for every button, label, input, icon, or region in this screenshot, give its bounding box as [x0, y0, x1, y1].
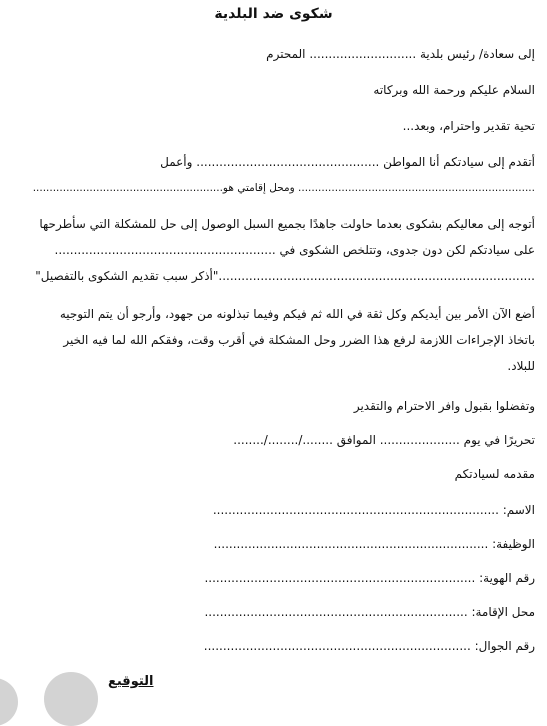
addressee-line: إلى سعادة/ رئيس بلدية ............................ المحترم — [266, 47, 535, 61]
request-text-line: باتخاذ الإجراءات اللازمة لرفع هذا الضرر وحل المشكلة في أقرب وقت، وفقكم الله لما فيه الخير — [63, 333, 535, 347]
complaint-text-line: على سيادتكم لكن دون جدوى، وتتلخص الشكوى في .......................................................... — [54, 243, 535, 257]
closing-line: وتفضلوا بقبول وافر الاحترام والتقدير — [353, 399, 535, 413]
residence-line: ....................................................................... ومحل إقامتي هو......................................................... — [32, 182, 535, 194]
id-number-field: رقم الهوية: ....................................................................... — [204, 571, 535, 585]
job-field: الوظيفة: ........................................................................ — [213, 537, 535, 551]
complaint-text-line: أتوجه إلى معاليكم بشكوى بعدما حاولت جاهدًا بجميع السبل الوصول إلى حل للمشكلة التي سأطرحها — [39, 217, 535, 231]
mobile-number-field: رقم الجوال: ...................................................................... — [203, 639, 535, 653]
signature-label: التوقيع — [108, 674, 154, 689]
document-title: شكوى ضد البلدية — [214, 6, 333, 22]
request-text-line: أضع الآن الأمر بين أيديكم وكل ثقة في الله ثم فيكم وفيما تبذلونه من جهود، وأرجو أن يتم التوجيه — [59, 307, 535, 321]
salutation-line: تحية تقدير واحترام، وبعد... — [402, 119, 535, 133]
decorative-circle — [0, 678, 18, 726]
decorative-circle — [44, 672, 98, 726]
residence-field: محل الإقامة: ..................................................................... — [204, 605, 535, 619]
date-line: تحريرًا في يوم ..................... الموافق ......../......../........ — [233, 433, 535, 447]
submitted-by-line: مقدمه لسيادتكم — [454, 467, 535, 481]
complaint-reason-line: ..................................................................................."أذكر سبب تقديم الشكوى بالتفصيل" — [35, 269, 535, 283]
introduction-line: أتقدم إلى سيادتكم أنا المواطن ................................................ وأعمل — [160, 155, 535, 169]
name-field: الاسم: ........................................................................... — [212, 503, 535, 517]
greeting-line: السلام عليكم ورحمة الله وبركاته — [373, 83, 535, 97]
request-text-line: للبلاد. — [507, 359, 535, 373]
